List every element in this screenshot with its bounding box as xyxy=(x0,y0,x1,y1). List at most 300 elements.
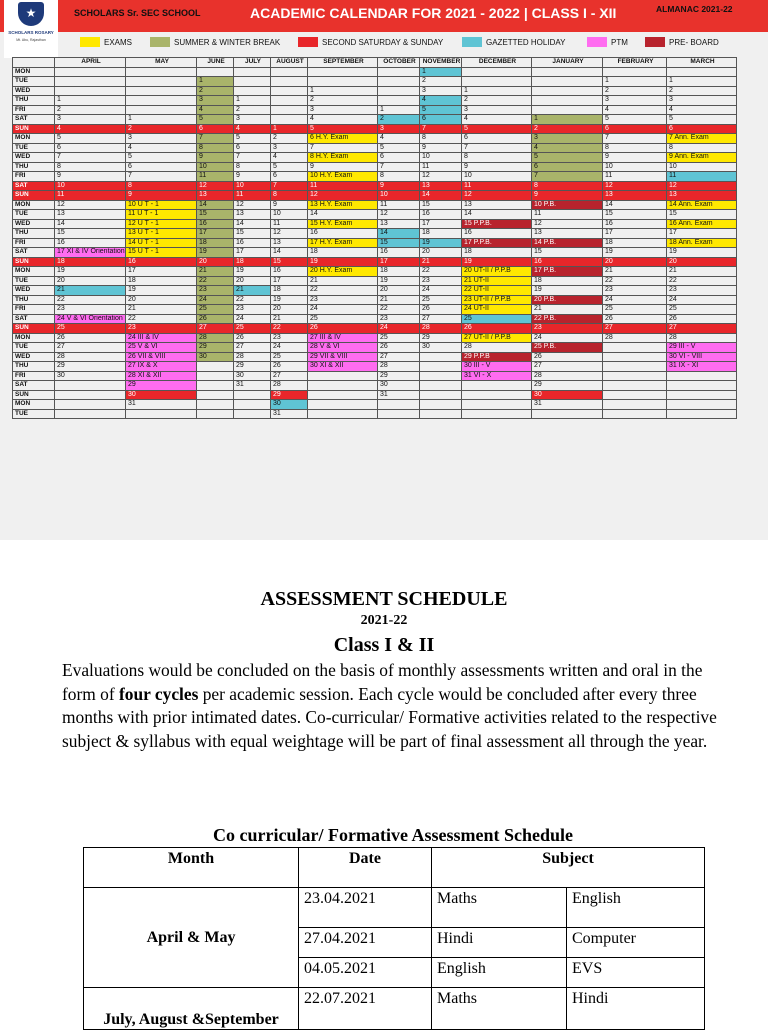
calendar-cell xyxy=(308,371,378,381)
calendar-cell: 5 xyxy=(126,153,197,163)
calendar-cell: 9 Ann. Exam xyxy=(667,153,737,163)
calendar-row xyxy=(13,238,737,248)
calendar-cell: 29 III - V xyxy=(667,343,737,353)
calendar-cell: 18 xyxy=(126,276,197,286)
weekday-label: SAT xyxy=(13,181,55,191)
calendar-cell: 22 xyxy=(308,286,378,296)
calendar-cell xyxy=(603,371,667,381)
calendar-row xyxy=(13,210,737,220)
weekday-label: THU xyxy=(13,295,55,305)
calendar-cell: 19 xyxy=(126,286,197,296)
legend-ptm: PTM xyxy=(587,37,628,48)
calendar-row xyxy=(13,324,737,334)
calendar-cell xyxy=(126,96,197,106)
calendar-cell: 4 xyxy=(55,124,126,134)
calendar-cell: 7 xyxy=(197,134,234,144)
calendar-cell xyxy=(197,67,234,77)
calendar-cell: 14 xyxy=(197,200,234,210)
calendar-cell: 7 xyxy=(55,153,126,163)
month-cell: April & May xyxy=(84,888,299,988)
calendar-cell: 20 xyxy=(420,248,462,258)
calendar-cell: 31 xyxy=(271,409,308,419)
weekday-label: SAT xyxy=(13,381,55,391)
date-cell: 22.07.2021 xyxy=(299,988,432,1030)
calendar-cell: 19 xyxy=(55,267,126,277)
calendar-cell: 18 xyxy=(197,238,234,248)
calendar-cell: 18 xyxy=(234,257,271,267)
calendar-cell: 9 xyxy=(378,181,420,191)
calendar-cell: 21 xyxy=(532,305,603,315)
calendar-cell: 10 xyxy=(603,162,667,172)
calendar-cell xyxy=(234,400,271,410)
calendar-cell: 1 xyxy=(55,96,126,106)
calendar-cell: 8 xyxy=(271,191,308,201)
calendar-cell: 23 xyxy=(126,324,197,334)
calendar-cell: 7 xyxy=(603,134,667,144)
calendar-cell: 16 xyxy=(462,229,532,239)
calendar-cell xyxy=(126,67,197,77)
calendar-cell: 9 xyxy=(462,162,532,172)
calendar-cell: 31 xyxy=(378,390,420,400)
calendar-grid xyxy=(12,57,737,419)
calendar-row xyxy=(13,86,737,96)
calendar-cell xyxy=(271,77,308,87)
calendar-cell: 2 xyxy=(532,124,603,134)
calendar-cell: 13 xyxy=(55,210,126,220)
calendar-cell: 20 P.B. xyxy=(532,295,603,305)
calendar-cell: 12 xyxy=(197,181,234,191)
weekday-label: WED xyxy=(13,86,55,96)
calendar-cell: 13 U T - 1 xyxy=(126,229,197,239)
calendar-cell: 8 xyxy=(667,143,737,153)
legend-gazetted: GAZETTED HOLIDAY xyxy=(462,37,565,48)
calendar-cell: 16 xyxy=(126,257,197,267)
calendar-cell xyxy=(271,115,308,125)
calendar-cell: 19 xyxy=(420,238,462,248)
calendar-cell: 29 xyxy=(234,362,271,372)
calendar-cell xyxy=(378,77,420,87)
calendar-row xyxy=(13,267,737,277)
legend-swatch xyxy=(645,37,665,47)
calendar-cell: 4 xyxy=(603,105,667,115)
calendar-cell: 16 xyxy=(420,210,462,220)
calendar-cell: 25 xyxy=(271,352,308,362)
calendar-cell xyxy=(126,86,197,96)
weekday-label: FRI xyxy=(13,238,55,248)
calendar-cell: 16 xyxy=(55,238,126,248)
column-header-subject: Subject xyxy=(432,848,705,888)
calendar-cell: 3 xyxy=(603,96,667,106)
calendar-cell xyxy=(462,77,532,87)
calendar-cell: 1 xyxy=(603,77,667,87)
calendar-cell: 9 xyxy=(234,172,271,182)
calendar-cell: 10 xyxy=(667,162,737,172)
calendar-cell xyxy=(667,409,737,419)
calendar-cell: 6 xyxy=(462,134,532,144)
calendar-cell: 10 H.Y. Exam xyxy=(308,172,378,182)
calendar-cell: 25 V & VI xyxy=(126,343,197,353)
calendar-cell: 21 xyxy=(55,286,126,296)
calendar-cell xyxy=(234,67,271,77)
calendar-cell xyxy=(126,77,197,87)
calendar-cell: 23 xyxy=(197,286,234,296)
calendar-cell: 9 xyxy=(197,153,234,163)
calendar-cell: 24 xyxy=(420,286,462,296)
calendar-row xyxy=(13,181,737,191)
calendar-cell: 26 VII & VIII xyxy=(126,352,197,362)
calendar-cell: 2 xyxy=(271,134,308,144)
calendar-cell: 17 P.B. xyxy=(532,267,603,277)
calendar-cell: 26 xyxy=(55,333,126,343)
calendar-cell: 1 xyxy=(271,124,308,134)
calendar-cell: 15 xyxy=(271,257,308,267)
calendar-cell: 13 xyxy=(667,191,737,201)
column-header-month: Month xyxy=(84,848,299,888)
calendar-cell: 25 xyxy=(420,295,462,305)
calendar-cell: 6 xyxy=(667,124,737,134)
calendar-cell: 10 xyxy=(197,162,234,172)
month-header: JUNE xyxy=(197,58,234,68)
calendar-cell: 25 xyxy=(603,305,667,315)
calendar-cell: 10 xyxy=(420,153,462,163)
weekday-label: SAT xyxy=(13,115,55,125)
calendar-cell: 8 xyxy=(420,134,462,144)
calendar-cell: 17 XI & IV Orientation xyxy=(55,248,126,258)
calendar-cell xyxy=(197,409,234,419)
calendar-cell: 21 UT-II xyxy=(462,276,532,286)
calendar-cell: 14 xyxy=(603,200,667,210)
calendar-cell: 12 xyxy=(308,191,378,201)
calendar-row xyxy=(13,248,737,258)
calendar-cell: 15 xyxy=(667,210,737,220)
calendar-cell: 6 xyxy=(55,143,126,153)
calendar-cell: 18 xyxy=(308,248,378,258)
calendar-cell xyxy=(197,390,234,400)
weekday-label: TUE xyxy=(13,210,55,220)
calendar-cell: 11 xyxy=(271,219,308,229)
calendar-cell: 16 xyxy=(197,219,234,229)
month-header: OCTOBER xyxy=(378,58,420,68)
calendar-cell: 28 xyxy=(532,371,603,381)
calendar-cell: 11 xyxy=(667,172,737,182)
calendar-cell xyxy=(271,105,308,115)
calendar-cell: 30 xyxy=(378,381,420,391)
date-cell: 27.04.2021 xyxy=(299,928,432,958)
weekday-label: FRI xyxy=(13,371,55,381)
calendar-cell xyxy=(234,390,271,400)
calendar-cell: 21 xyxy=(234,286,271,296)
calendar-row xyxy=(13,191,737,201)
calendar-cell: 30 xyxy=(234,371,271,381)
calendar-cell: 14 xyxy=(55,219,126,229)
calendar-cell: 14 xyxy=(271,248,308,258)
star-icon: ★ xyxy=(25,6,37,20)
calendar-cell xyxy=(420,371,462,381)
calendar-cell: 8 xyxy=(197,143,234,153)
calendar-cell: 17 xyxy=(603,229,667,239)
calendar-row xyxy=(13,257,737,267)
calendar-cell: 9 xyxy=(420,143,462,153)
calendar-cell: 1 xyxy=(126,115,197,125)
calendar-cell: 3 xyxy=(308,105,378,115)
calendar-cell: 28 XI & XII xyxy=(126,371,197,381)
calendar-cell: 6 xyxy=(126,162,197,172)
calendar-cell: 26 xyxy=(234,333,271,343)
calendar-cell: 23 xyxy=(603,286,667,296)
schedule-class: Class I & II xyxy=(333,634,435,656)
calendar-cell: 16 Ann. Exam xyxy=(667,219,737,229)
calendar-cell xyxy=(197,381,234,391)
calendar-cell: 28 xyxy=(420,324,462,334)
calendar-cell: 22 xyxy=(378,305,420,315)
weekday-label: WED xyxy=(13,219,55,229)
calendar-cell xyxy=(603,409,667,419)
calendar-cell: 8 xyxy=(126,181,197,191)
calendar-cell: 27 xyxy=(197,324,234,334)
calendar-cell: 24 III & IV xyxy=(126,333,197,343)
weekday-label: MON xyxy=(13,134,55,144)
calendar-cell: 26 xyxy=(462,324,532,334)
calendar-cell: 27 xyxy=(234,343,271,353)
calendar-cell: 3 xyxy=(667,96,737,106)
calendar-cell xyxy=(55,77,126,87)
calendar-cell: 18 xyxy=(271,286,308,296)
calendar-cell: 25 xyxy=(55,324,126,334)
formative-schedule-table xyxy=(83,847,705,1030)
calendar-cell: 20 xyxy=(55,276,126,286)
calendar-cell: 24 xyxy=(234,314,271,324)
calendar-cell: 3 xyxy=(462,105,532,115)
calendar-cell xyxy=(378,96,420,106)
calendar-cell xyxy=(126,105,197,115)
calendar-cell xyxy=(308,400,378,410)
calendar-row xyxy=(13,115,737,125)
calendar-cell: 4 xyxy=(197,105,234,115)
corner-cell xyxy=(13,58,55,68)
calendar-cell: 7 xyxy=(378,162,420,172)
calendar-cell: 9 xyxy=(271,200,308,210)
weekday-label: THU xyxy=(13,96,55,106)
calendar-cell: 30 III - V xyxy=(462,362,532,372)
calendar-cell: 14 Ann. Exam xyxy=(667,200,737,210)
weekday-label: SUN xyxy=(13,324,55,334)
month-header: JANUARY xyxy=(532,58,603,68)
month-header: DECEMBER xyxy=(462,58,532,68)
calendar-cell: 22 xyxy=(55,295,126,305)
calendar-cell: 3 xyxy=(271,143,308,153)
calendar-cell: 20 xyxy=(603,257,667,267)
calendar-cell: 15 H.Y. Exam xyxy=(308,219,378,229)
calendar-cell: 11 xyxy=(308,181,378,191)
legend-swatch xyxy=(80,37,100,47)
weekday-label: SAT xyxy=(13,314,55,324)
calendar-cell: 3 xyxy=(55,115,126,125)
calendar-cell: 21 xyxy=(271,314,308,324)
calendar-cell: 26 xyxy=(603,314,667,324)
calendar-row xyxy=(13,352,737,362)
calendar-cell xyxy=(271,96,308,106)
calendar-cell: 18 Ann. Exam xyxy=(667,238,737,248)
subject-cell: English xyxy=(567,888,705,928)
calendar-cell: 4 xyxy=(234,124,271,134)
month-header: JULY xyxy=(234,58,271,68)
calendar-cell: 2 xyxy=(420,77,462,87)
calendar-cell: 30 xyxy=(126,390,197,400)
calendar-cell: 8 xyxy=(55,162,126,172)
calendar-row xyxy=(13,172,737,182)
calendar-cell: 12 xyxy=(532,219,603,229)
date-cell: 23.04.2021 xyxy=(299,888,432,928)
calendar-cell: 1 xyxy=(420,67,462,77)
calendar-cell: 8 xyxy=(603,143,667,153)
calendar-cell: 21 xyxy=(308,276,378,286)
calendar-cell: 31 IX - XI xyxy=(667,362,737,372)
calendar-cell: 26 xyxy=(532,352,603,362)
calendar-cell: 20 xyxy=(667,257,737,267)
calendar-cell: 28 xyxy=(462,343,532,353)
calendar-cell: 1 xyxy=(462,86,532,96)
calendar-cell xyxy=(234,409,271,419)
calendar-cell: 24 xyxy=(532,333,603,343)
calendar-cell: 3 xyxy=(378,124,420,134)
school-name: SCHOLARS Sr. SEC SCHOOL xyxy=(74,8,201,18)
calendar-row xyxy=(13,77,737,87)
calendar-cell xyxy=(603,400,667,410)
calendar-cell xyxy=(603,343,667,353)
calendar-cell: 22 UT-II xyxy=(462,286,532,296)
calendar-cell: 29 VII & VIII xyxy=(308,352,378,362)
legend-break: SUMMER & WINTER BREAK xyxy=(150,37,280,48)
calendar-cell: 21 xyxy=(378,295,420,305)
calendar-cell xyxy=(603,362,667,372)
calendar-cell: 6 xyxy=(234,143,271,153)
calendar-cell: 30 xyxy=(55,371,126,381)
calendar-cell xyxy=(234,77,271,87)
calendar-header xyxy=(0,0,768,32)
calendar-cell: 3 xyxy=(126,134,197,144)
calendar-cell: 27 III & IV xyxy=(308,333,378,343)
calendar-cell: 30 xyxy=(197,352,234,362)
weekday-label: MON xyxy=(13,333,55,343)
calendar-cell: 13 xyxy=(532,229,603,239)
calendar-cell: 26 xyxy=(197,314,234,324)
calendar-row xyxy=(13,305,737,315)
calendar-cell: 5 xyxy=(603,115,667,125)
legend-swatch xyxy=(587,37,607,47)
calendar-cell xyxy=(55,67,126,77)
month-header: NOVEMBER xyxy=(420,58,462,68)
calendar-cell: 14 xyxy=(234,219,271,229)
calendar-cell: 1 xyxy=(234,96,271,106)
calendar-cell: 15 xyxy=(197,210,234,220)
calendar-cell xyxy=(462,381,532,391)
weekday-label: TUE xyxy=(13,77,55,87)
calendar-cell: 30 VI - VIII xyxy=(667,352,737,362)
calendar-row xyxy=(13,286,737,296)
calendar-cell xyxy=(667,371,737,381)
calendar-cell: 26 xyxy=(271,362,308,372)
weekday-label: FRI xyxy=(13,172,55,182)
calendar-cell: 16 xyxy=(603,219,667,229)
calendar-cell: 29 xyxy=(271,390,308,400)
calendar-cell: 18 xyxy=(532,276,603,286)
calendar-cell xyxy=(197,362,234,372)
calendar-cell xyxy=(55,390,126,400)
calendar-cell: 11 xyxy=(234,191,271,201)
calendar-cell: 26 xyxy=(378,343,420,353)
calendar-cell: 12 U T - 1 xyxy=(126,219,197,229)
calendar-cell: 27 xyxy=(378,352,420,362)
column-header-date: Date xyxy=(299,848,432,888)
calendar-cell: 9 xyxy=(603,153,667,163)
calendar-cell: 3 xyxy=(420,86,462,96)
calendar-cell xyxy=(55,381,126,391)
calendar-row xyxy=(13,124,737,134)
calendar-cell: 22 xyxy=(667,276,737,286)
weekday-label: SUN xyxy=(13,257,55,267)
calendar-cell: 8 xyxy=(462,153,532,163)
calendar-row xyxy=(13,409,737,419)
calendar-cell: 12 xyxy=(378,210,420,220)
calendar-cell xyxy=(603,381,667,391)
weekday-label: TUE xyxy=(13,343,55,353)
calendar-cell xyxy=(462,400,532,410)
calendar-cell: 5 xyxy=(197,115,234,125)
calendar-cell: 14 xyxy=(378,229,420,239)
legend-swatch xyxy=(462,37,482,47)
calendar-cell xyxy=(308,390,378,400)
calendar-cell: 6 xyxy=(603,124,667,134)
calendar-cell xyxy=(308,77,378,87)
calendar-cell: 26 xyxy=(420,305,462,315)
calendar-cell: 16 xyxy=(378,248,420,258)
calendar-cell: 5 xyxy=(308,124,378,134)
calendar-cell: 5 xyxy=(462,124,532,134)
calendar-cell: 19 xyxy=(462,257,532,267)
calendar-cell: 6 xyxy=(197,124,234,134)
calendar-cell: 28 xyxy=(603,333,667,343)
calendar-cell: 15 xyxy=(55,229,126,239)
calendar-cell: 27 xyxy=(603,324,667,334)
calendar-cell: 23 xyxy=(234,305,271,315)
calendar-cell: 20 UT-II / P.P.B xyxy=(462,267,532,277)
calendar-cell: 13 xyxy=(420,181,462,191)
calendar-cell: 11 xyxy=(420,162,462,172)
subject-cell: Computer xyxy=(567,928,705,958)
calendar-cell: 21 xyxy=(603,267,667,277)
calendar-cell: 24 xyxy=(197,295,234,305)
weekday-label: THU xyxy=(13,229,55,239)
calendar-cell: 7 xyxy=(126,172,197,182)
calendar-cell: 15 xyxy=(603,210,667,220)
weekday-label: TUE xyxy=(13,409,55,419)
calendar-cell: 17 xyxy=(667,229,737,239)
calendar-cell: 11 xyxy=(603,172,667,182)
subject-cell: Hindi xyxy=(432,928,567,958)
calendar-cell: 27 xyxy=(55,343,126,353)
month-header-row xyxy=(13,58,737,68)
calendar-row xyxy=(13,295,737,305)
calendar-cell: 13 xyxy=(271,238,308,248)
calendar-cell: 31 xyxy=(126,400,197,410)
calendar-cell xyxy=(532,77,603,87)
calendar-cell: 23 xyxy=(55,305,126,315)
table-header-row xyxy=(84,848,705,888)
calendar-cell xyxy=(55,400,126,410)
calendar-cell: 2 xyxy=(197,86,234,96)
calendar-cell: 31 xyxy=(234,381,271,391)
calendar-cell: 2 xyxy=(308,96,378,106)
